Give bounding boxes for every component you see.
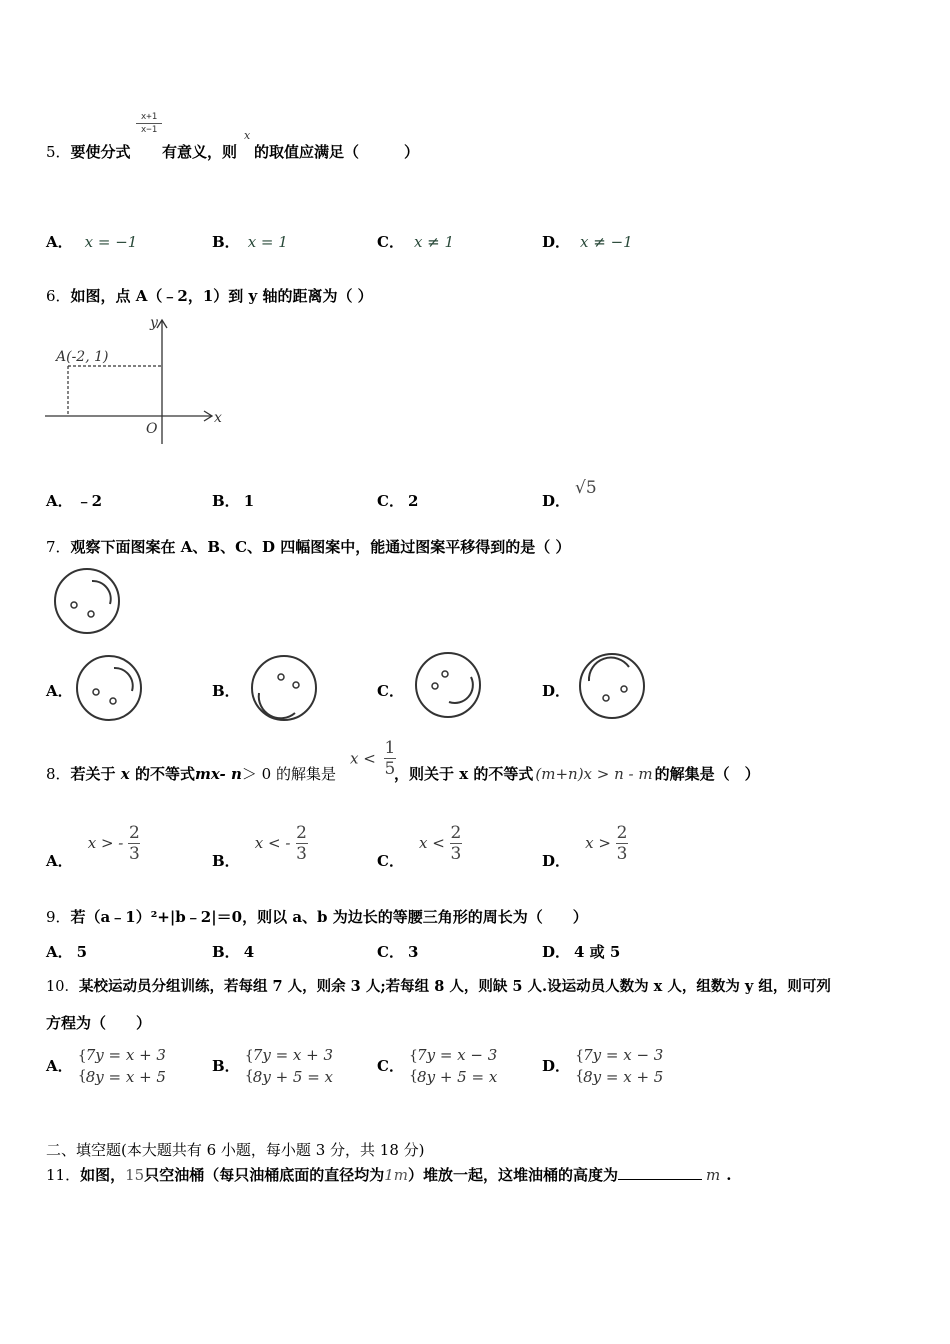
q10-option-a: A． { { 7y = x + 3 8y = x + 5 xyxy=(46,1046,166,1086)
q7-option-d-face xyxy=(575,651,649,723)
face-eye-right xyxy=(442,671,448,677)
q9-option-a: A． 5 xyxy=(46,943,88,961)
q5-var: x xyxy=(244,129,251,142)
y-axis-label: y xyxy=(150,315,158,331)
q9-stem: 9．若（a﹣1）²+|b﹣2|＝0，则以 a、b 为边长的等腰三角形的周长为（ ） xyxy=(46,908,588,926)
face-outline xyxy=(252,656,316,720)
q5-stem-2: 有意义，则 xyxy=(162,143,238,161)
section-heading: 二、填空题(本大题共有 6 小题，每小题 3 分，共 18 分) xyxy=(46,1141,425,1159)
coordinate-figure xyxy=(40,312,230,452)
q5-option-b: B． x = 1 xyxy=(212,233,288,251)
q9-option-d: D． 4 或 5 xyxy=(542,943,621,961)
q5-option-a: A． x = −1 xyxy=(46,233,138,251)
q10-option-c: C． { { 7y = x − 3 8y + 5 = x xyxy=(377,1046,498,1086)
q5-stem-3: 的取值应满足（ ） xyxy=(254,143,420,161)
q10-option-d: D． { { 7y = x − 3 8y = x + 5 xyxy=(542,1046,664,1086)
q7-option-a-face xyxy=(72,653,146,725)
face-outline xyxy=(580,654,644,718)
q11-stem: 11．如图，15只空油桶（每只油桶底面的直径均为1m）堆放一起，这堆油桶的高度为 m . xyxy=(46,1166,732,1184)
q8-solution-set: x < $\frac{1}{5}$ xyxy=(350,738,396,779)
q9-option-b: B． 4 xyxy=(212,943,255,961)
q7-option-b-face xyxy=(247,653,321,725)
q10-stem: 10．某校运动员分组训练，若每组 7 人，则余 3 人;若每组 8 人，则缺 5 人.设运动员人数为 x 人，组数为 y 组，则可列 xyxy=(46,978,831,995)
q7-option-a-label: A． xyxy=(46,682,73,700)
face-eye-left xyxy=(278,674,284,680)
answer-blank[interactable] xyxy=(618,1165,702,1180)
face-eye-left xyxy=(603,695,609,701)
origin-label: O xyxy=(146,421,158,437)
q7-stem: 7．观察下面图案在 A、B、C、D 四幅图案中，能通过图案平移得到的是（ ） xyxy=(46,538,571,556)
x-axis-label: x xyxy=(214,410,222,426)
q5-option-c: C． x ≠ 1 xyxy=(377,233,455,251)
face-mouth xyxy=(589,658,629,681)
q9-option-c: C． 3 xyxy=(377,943,419,961)
q5-stem: 5．要使分式 xyxy=(46,143,131,161)
face-eye-right xyxy=(110,698,116,704)
q8-option-c: C． x < $\frac{2}{3}$ xyxy=(377,823,462,870)
face-outline xyxy=(77,656,141,720)
face-eye-right xyxy=(88,611,94,617)
face-eye-left xyxy=(432,683,438,689)
point-a-label: A(-2, 1) xyxy=(56,349,109,365)
face-eye-right xyxy=(621,686,627,692)
face-mouth xyxy=(92,581,111,604)
q8-option-b: B． x < - $\frac{2}{3}$ xyxy=(212,823,307,870)
question-number: 5． xyxy=(46,143,71,161)
face-mouth xyxy=(114,668,133,691)
face-eye-left xyxy=(71,602,77,608)
q7-option-b-label: B． xyxy=(212,682,240,700)
q6-option-d-expr: √5 xyxy=(575,478,597,498)
q5-fraction: x+1 x−1 xyxy=(136,112,162,135)
q6-option-c: C． 2 xyxy=(377,492,419,510)
face-eye-right xyxy=(293,682,299,688)
q6-option-a: A． ﹣2 xyxy=(46,492,103,510)
q7-option-d-label: D． xyxy=(542,682,571,700)
q8-stem-2: ，则关于 x 的不等式 (m+n)x > n - m 的解集是（ ） xyxy=(394,765,760,783)
q6-stem: 6．如图，点 A（﹣2，1）到 y 轴的距离为（ ） xyxy=(46,287,373,305)
q6-option-b: B． 1 xyxy=(212,492,255,510)
reference-face-figure xyxy=(50,566,124,638)
q10-option-b: B． { { 7y = x + 3 8y + 5 = x xyxy=(212,1046,334,1086)
face-mouth xyxy=(259,693,295,718)
q7-option-c-face xyxy=(411,650,485,722)
face-mouth xyxy=(449,677,473,703)
face-eye-left xyxy=(93,689,99,695)
q6-option-d-label: D． xyxy=(542,492,571,510)
q7-option-c-label: C． xyxy=(377,682,404,700)
q8-option-a: A． x > - $\frac{2}{3}$ xyxy=(46,823,140,870)
q5-option-d: D． x ≠ −1 xyxy=(542,233,633,251)
face-outline xyxy=(416,653,480,717)
q8-option-d: D． x > $\frac{2}{3}$ xyxy=(542,823,628,870)
face-outline xyxy=(55,569,119,633)
q10-stem-2: 方程为（ ） xyxy=(46,1014,152,1032)
q8-stem: 8．若关于 x 的不等式mx- n＞ 0 的解集是 xyxy=(46,765,336,783)
